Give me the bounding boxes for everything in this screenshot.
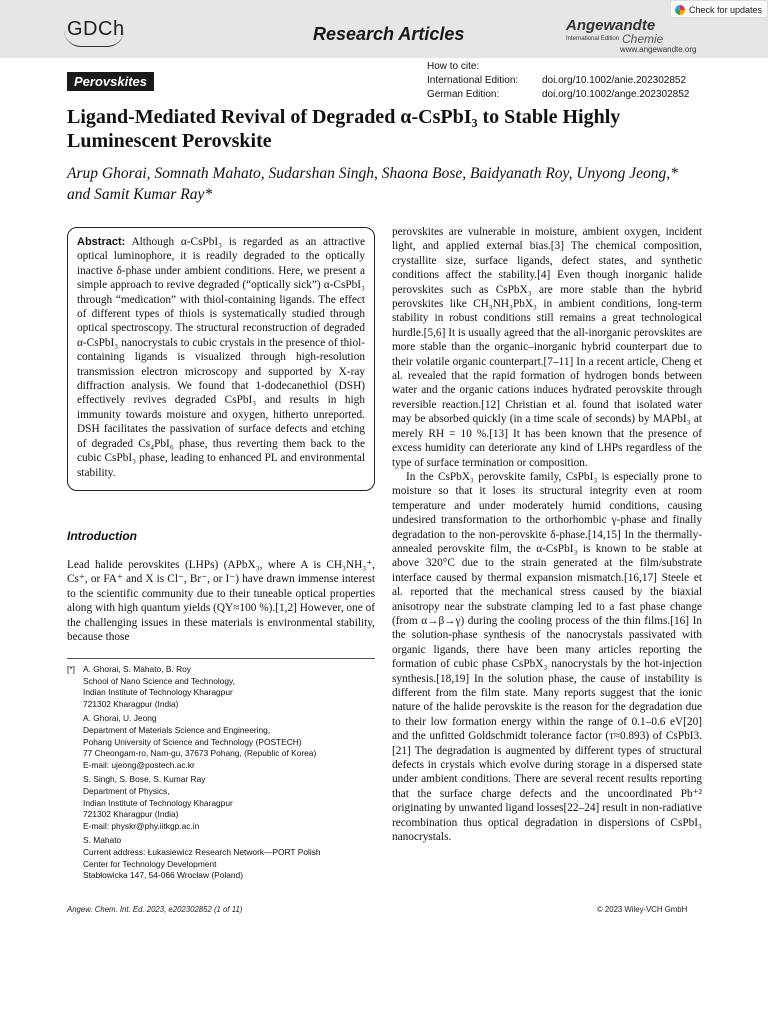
footer-copyright: © 2023 Wiley-VCH GmbH: [597, 905, 688, 914]
crossmark-icon: [675, 5, 685, 15]
footnote-divider: [67, 658, 375, 659]
footnote-line[interactable]: E-mail: ujeong@postech.ac.kr: [83, 759, 195, 770]
abstract-label: Abstract:: [77, 236, 126, 248]
citation-german-label: German Edition:: [427, 89, 500, 100]
footnote-line: A. Ghorai, S. Mahato, B. Roy: [83, 664, 191, 674]
paragraph-1: perovskites are vulnerable in moisture, ambient oxygen, incident light, and applied external bias.[3] The chemical composition, crystallite size, surface ligands, defect states, and synthetic conditions affect the stability.[4] Even though inorganic halide perovskites such as CsPbX₃ are more stable than the hybrid perovskites like CH₃NH₃PbX₃ in ambient conditions, long-term stability in robust conditions still remains a great technological hurdle.[5,6] It is usually agreed that the all-inorganic perovskites are more stable than the organic–inorganic hybrid counterpart due to their volatile organic counterpart.[7–11] In a recent article, Cheng et al. revealed that the rapid formation of hydrogen bonds between water and the organic cations induces hydrated perovskite through reversible reaction.[12] Christian et al. found that isolated water may be absorbed quickly (in a time scale of seconds) by MAPbI₃ at merely RH = 10 %.[13] It has been known that the presence of excess humidity can deteriorate any kind of LHPs regardless of the type of surface termination or composition.: [392, 226, 702, 469]
right-column: [392, 225, 702, 844]
angewandte-logo-sub: International Edition: [566, 36, 620, 42]
footnote-mark: [*]: [67, 664, 75, 674]
footnote-line: Department of Physics,: [83, 785, 170, 796]
footnote-line: 721302 Kharagpur (India): [83, 809, 179, 820]
article-title: Ligand-Mediated Revival of Degraded α-CsPbI₃ to Stable Highly Luminescent Perovskite: [67, 106, 621, 152]
abstract-box: [67, 227, 375, 491]
paragraph-2: In the CsPbX₃ perovskite family, CsPbI₃ is especially prone to moisture so that it loses its structural integrity even at room temperature and under moderately humid conditions, causing undesired transformation to the orthorhombic γ-phase and finally degradation to the non-perovskite δ-phase.[14,15] In the thermally-annealed perovskite film, the α-CsPbI₃ is known to be stable at above 320°C due to the strain generated at the film/substrate interface caused by thermal expansion mismatch.[16,17] Steele et al. reported that the mechanical stress caused by the biaxial anisotropy near the substrate clamping led to a fast phase change (from α→β→γ) during the cooling process of the thin films.[16] In the solution-phase synthesis of the nanocrystals passivated with organic ligands, there have been many articles reporting the formation of cubic phase CsPbX₃ nanocrystals by the hot-injection synthesis.[18,19] In the solution phase, the cause of instability is different from the film state. Many reports suggest that the ionic nature of the halide perovskite is the reason for the degradation due to their low formation energy within the range of 0.1–0.6 eV[20] and the unfitted Goldschmidt tolerance factor (τ≈0.893) of CsPbI3.[21] The degradation is augmented by different types of structural defects in crystals which evolve during storage in a dispersed state under ambient conditions. There are several recent results reporting that the surface charge defects and the uncoordinated Pb⁺² originating by unwanted ligand losses[22–24] result in non-radiative recombination thus optical degradation in dispersions of CsPbI₃ nanocrystals.: [392, 470, 702, 844]
footnote-line: Department of Materials Science and Engineering,: [83, 724, 271, 735]
gdch-logo: GDCh: [67, 18, 125, 40]
footnote-line: 77 Cheongam-ro, Nam-gu, 37673 Pohang, (Republic of Korea): [83, 748, 317, 759]
footnote-line: A. Ghorai, U. Jeong: [83, 713, 157, 724]
section-tag: Perovskites: [67, 72, 154, 91]
angewandte-logo-main: Angewandte: [566, 17, 656, 34]
author-list: Arup Ghorai, Somnath Mahato, Sudarshan Singh, Shaona Bose, Baidyanath Roy, Unyong Jeong,* and Samit Kumar Ray*: [67, 165, 678, 203]
footnote-block: [67, 774, 375, 832]
footnote-line: Pohang University of Science and Technology (POSTECH): [83, 736, 302, 747]
footnote-line: Stabłowicka 147, 54-066 Wrocław (Poland): [83, 870, 243, 881]
footnote-line: Center for Technology Development: [83, 858, 217, 869]
citation-german-doi[interactable]: doi.org/10.1002/ange.202302852: [542, 89, 690, 100]
introduction-heading: Introduction: [67, 529, 137, 543]
footnote-line: School of Nano Science and Technology,: [83, 675, 235, 686]
footnote-line: 721302 Kharagpur (India): [83, 698, 179, 709]
citation-heading: How to cite:: [427, 61, 480, 72]
check-for-updates-button[interactable]: [670, 0, 768, 18]
page-header: [0, 0, 768, 58]
abstract-text: Although α-CsPbI₃ is regarded as an attractive optical luminophore, it is readily degraded to the optically inactive δ-phase under ambient conditions. Here, we present a simple approach to revive degraded (“optically sick”) α-CsPbI₃ through “medication” with thiol-containing ligands. The effect of different types of thiols is systematically studied through optical spectroscopy. The structural reconstruction of degraded α-CsPbI₃ nanocrystals to cubic crystals in the presence of thiol-containing ligands is visualized through high-resolution transmission electron microscopy and supported by X-ray diffraction analysis. We found that 1-dodecanethiol (DSH) effectively revives degraded CsPbI₃ and results in high immunity towards moisture and oxygen, hitherto unreported. DSH facilitates the passivation of surface defects and etching of degraded Cs₄PbI₆ phase, thus reverting them back to the cubic CsPbI₃ phase, leading to enhanced PL and environmental stability.: [77, 236, 366, 479]
affiliation-footnotes: [67, 664, 375, 885]
citation-german-row: [427, 88, 689, 102]
footnote-line: S. Singh, S. Bose, S. Kumar Ray: [83, 774, 206, 785]
footnote-line: S. Mahato: [83, 835, 122, 846]
journal-url[interactable]: www.angewandte.org: [620, 45, 697, 54]
gdch-logo-arc: [64, 30, 124, 47]
footer-citation: Angew. Chem. Int. Ed. 2023, e202302852 (1 of 11): [67, 905, 243, 914]
footnote-block: [67, 835, 375, 881]
angewandte-logo-chemie: Chemie: [622, 32, 664, 46]
introduction-text: Lead halide perovskites (LHPs) (APbX₃, where A is CH₃NH₃⁺, Cs⁺, or FA⁺ and X is Cl⁻, Br⁻, or I⁻) have drawn immense interest to the scientific community due to their tuneable optical properties along with high quantum yields (QY≈100 %).[1,2] However, one of the challenging issues in these materials is environmental stability, because those: [67, 559, 375, 644]
citation-intl-doi[interactable]: doi.org/10.1002/anie.202302852: [542, 75, 687, 86]
footnote-line[interactable]: E-mail: physkr@phy.iitkgp.ac.in: [83, 820, 200, 831]
running-title: Research Articles: [313, 24, 465, 44]
footnote-line: Indian Institute of Technology Kharagpur: [83, 797, 233, 808]
footnote-line: Indian Institute of Technology Kharagpur: [83, 687, 233, 698]
angewandte-logo: [566, 17, 697, 54]
footnote-block: [67, 664, 375, 710]
citation-intl-label: International Edition:: [427, 75, 519, 86]
citation-intl-row: [427, 74, 689, 88]
footnote-line: Current address: Łukasiewicz Research Network—PORT Polish: [83, 846, 321, 857]
check-for-updates-label: Check for updates: [689, 5, 763, 15]
citation-box: [427, 60, 689, 102]
footnote-block: [67, 713, 375, 771]
